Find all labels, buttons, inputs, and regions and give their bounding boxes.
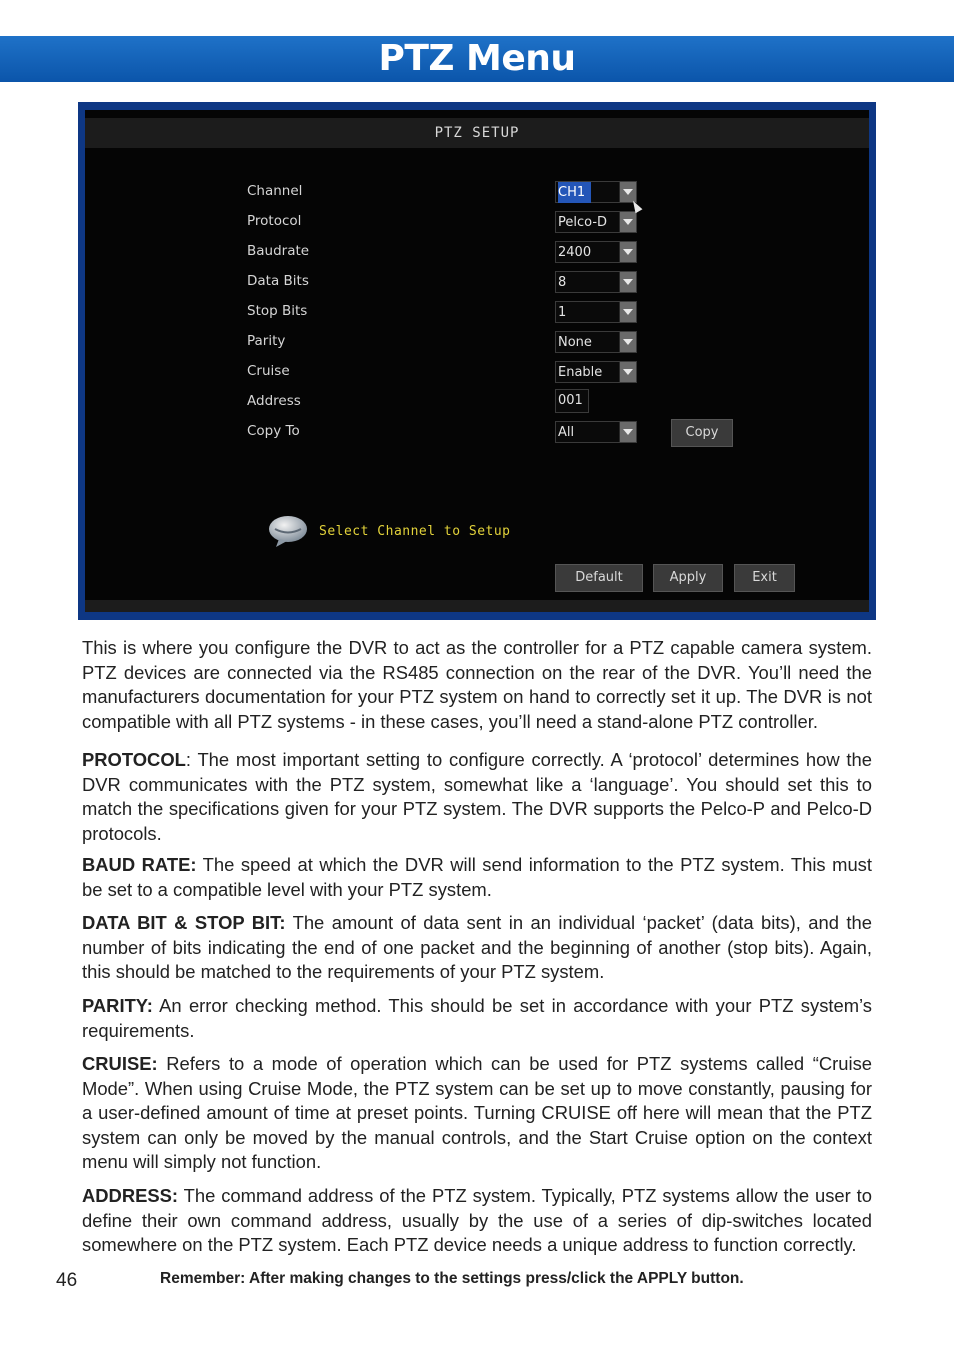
copy-to-value: All [558, 425, 575, 440]
stop-bits-value: 1 [558, 305, 567, 320]
section-body: Refers to a mode of operation which can be used for PTZ systems called “Cruise Mode”. When using Cruise Mode, the PTZ system can be set up to move constantly, pausing for a user-defined amount of time at preset points. Turning CRUISE off here will mean that the PTZ system can only be moved by the manual controls, and the Start Cruise option on the context menu will simply not function. [82, 1053, 872, 1173]
parity-value: None [558, 335, 592, 350]
chevron-down-icon[interactable] [619, 332, 636, 352]
section-term: CRUISE: [82, 1053, 158, 1074]
intro-text: This is where you configure the DVR to act as the controller for a PTZ capable camera system. PTZ devices are connected via the RS485 connection on the rear of the DVR. You’ll need the manufacturers documentation for your PTZ system on hand to correctly set it up. The DVR is not compatible with all PTZ systems - in these cases, you’ll need a stand-alone PTZ controller. [82, 637, 872, 732]
page-number: 46 [56, 1270, 78, 1291]
dvr-footer-strip [85, 600, 869, 612]
chevron-down-icon[interactable] [619, 212, 636, 232]
chevron-down-icon[interactable] [619, 242, 636, 262]
parity-select[interactable] [555, 331, 637, 353]
title-bar [0, 36, 954, 82]
chevron-down-icon[interactable] [619, 272, 636, 292]
dvr-screenshot-frame [78, 102, 876, 620]
protocol-select[interactable] [555, 211, 637, 233]
data-bits-select[interactable] [555, 271, 637, 293]
dvr-menu-header: PTZ SETUP [85, 118, 869, 148]
section-body: The command address of the PTZ system. Typically, PTZ systems allow the user to define their own command address, usually by the use of a series of dip-switches located somewhere on the PTZ system. Each PTZ device needs a unique address to function correctly. [82, 1185, 872, 1256]
dvr-screen [85, 110, 869, 612]
section-protocol [82, 748, 872, 846]
baudrate-select[interactable] [555, 241, 637, 263]
protocol-value: Pelco-D [558, 215, 608, 230]
page-title: PTZ Menu [378, 38, 576, 79]
section-term: DATA BIT & STOP BIT: [82, 912, 286, 933]
stop-bits-select[interactable] [555, 301, 637, 323]
hint-text: Select Channel to Setup [319, 524, 511, 539]
section-body: An error checking method. This should be set in accordance with your PTZ system’s requirements. [82, 995, 872, 1041]
copy-to-select[interactable] [555, 421, 637, 443]
footnote-reminder: Remember: After making changes to the settings press/click the APPLY button. [160, 1270, 744, 1287]
chevron-down-icon[interactable] [619, 362, 636, 382]
section-body: The amount of data sent in an individual ‘packet’ (data bits), and the number of bits indicating the end of one packet and the beginning of another (stop bits). Again, this should be matched to the requirements of your PTZ system. [82, 912, 872, 983]
label-baudrate: Baudrate [247, 243, 310, 259]
address-input[interactable]: 001 [555, 389, 589, 413]
label-address: Address [247, 393, 301, 409]
label-protocol: Protocol [247, 213, 302, 229]
exit-button[interactable]: Exit [734, 564, 795, 592]
label-data-bits: Data Bits [247, 273, 309, 289]
label-channel: Channel [247, 183, 303, 199]
intro-paragraph [82, 636, 872, 734]
section-data-stop-bit [82, 911, 872, 985]
cruise-value: Enable [558, 365, 603, 380]
channel-select[interactable] [555, 181, 637, 203]
chevron-down-icon[interactable] [619, 422, 636, 442]
section-body: The speed at which the DVR will send information to the PTZ system. This must be set to a compatible level with your PTZ system. [82, 854, 872, 900]
hint-speech-icon [267, 514, 309, 548]
label-stop-bits: Stop Bits [247, 303, 308, 319]
section-cruise [82, 1052, 872, 1175]
label-cruise: Cruise [247, 363, 290, 379]
label-parity: Parity [247, 333, 286, 349]
copy-button[interactable]: Copy [671, 419, 733, 447]
section-parity [82, 994, 872, 1043]
section-address [82, 1184, 872, 1258]
default-button[interactable]: Default [555, 564, 643, 592]
section-term: PARITY: [82, 995, 153, 1016]
channel-value: CH1 [558, 182, 591, 203]
chevron-down-icon[interactable] [619, 302, 636, 322]
section-baud-rate [82, 853, 872, 902]
section-term: ADDRESS: [82, 1185, 179, 1206]
label-copy-to: Copy To [247, 423, 300, 439]
cruise-select[interactable] [555, 361, 637, 383]
section-term: BAUD RATE: [82, 854, 197, 875]
apply-button[interactable]: Apply [653, 564, 723, 592]
section-term: PROTOCOL [82, 749, 186, 770]
section-body: : The most important setting to configure correctly. A ‘protocol’ determines how the DVR communicates with the PTZ system, somewhat like a ‘language’. You should set this to match the specifications given for your PTZ system. The DVR supports the Pelco-P and Pelco-D protocols. [82, 749, 872, 844]
data-bits-value: 8 [558, 275, 567, 290]
baudrate-value: 2400 [558, 245, 592, 260]
